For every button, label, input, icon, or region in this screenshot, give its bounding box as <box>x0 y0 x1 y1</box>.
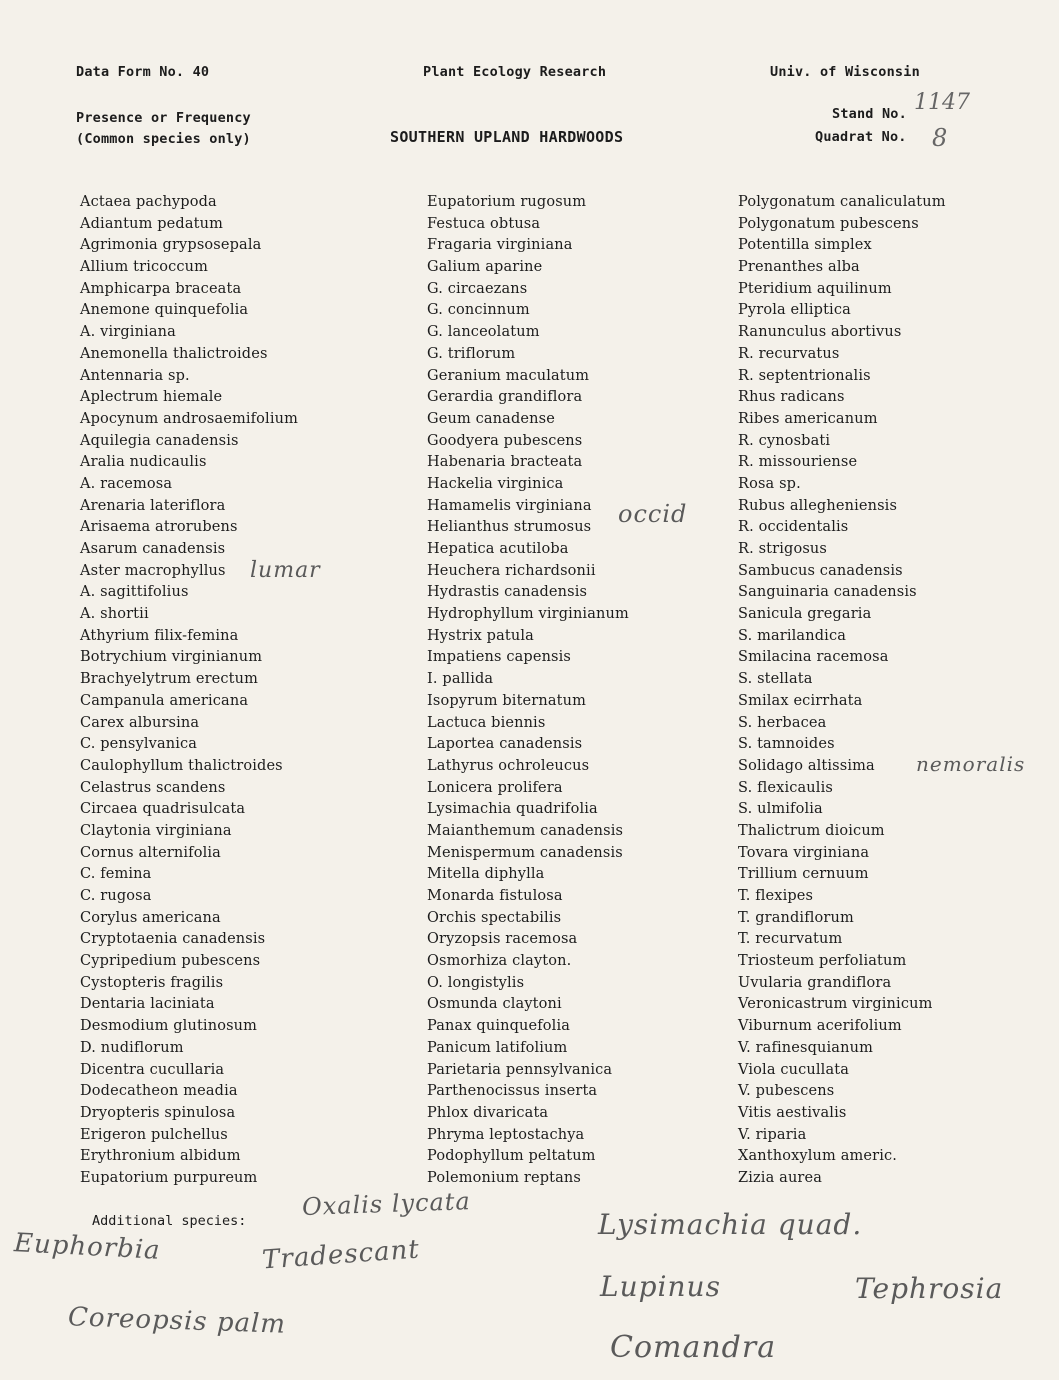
species-item: Hydrastis canadensis <box>427 584 588 601</box>
species-item: Circaea quadrisulcata <box>80 801 246 818</box>
species-item: G. triflorum <box>427 345 516 362</box>
species-item: Smilacina racemosa <box>738 649 889 666</box>
species-item: Lonicera prolifera <box>427 779 563 796</box>
species-item: Dryopteris spinulosa <box>80 1104 236 1121</box>
common-species-label: (Common species only) <box>76 131 251 147</box>
stand-number-value: 1147 <box>914 90 970 115</box>
species-item: Aralia nudicaulis <box>80 454 207 471</box>
species-item: Helianthus strumosus <box>427 519 592 536</box>
handwritten-species: Coreopsis palm <box>67 1302 287 1340</box>
species-item: Heuchera richardsonii <box>427 562 596 579</box>
species-item: Hackelia virginica <box>427 475 564 492</box>
research-label: Plant Ecology Research <box>423 64 607 80</box>
species-item: Laportea canadensis <box>427 736 583 753</box>
species-item: R. cynosbati <box>738 432 831 449</box>
species-item: V. pubescens <box>738 1083 835 1100</box>
species-item: Aquilegia canadensis <box>80 432 239 449</box>
species-item: Prenanthes alba <box>738 259 860 276</box>
species-item: Caulophyllum thalictroides <box>80 757 283 774</box>
aster-margin-note: lumar <box>250 558 321 583</box>
species-item: I. pallida <box>427 671 494 688</box>
species-item: R. septentrionalis <box>738 367 871 384</box>
species-item: Parietaria pennsylvanica <box>427 1061 613 1078</box>
species-item: O. longistylis <box>427 974 525 991</box>
handwritten-species: Comandra <box>610 1330 777 1365</box>
species-item: Celastrus scandens <box>80 779 226 796</box>
species-item: Pteridium aquilinum <box>738 280 892 297</box>
species-item: Fragaria virginiana <box>427 237 573 254</box>
species-item: Lactuca biennis <box>427 714 546 731</box>
species-item: Rosa sp. <box>738 475 801 492</box>
species-item: Dodecatheon meadia <box>80 1083 238 1100</box>
species-item: Sanicula gregaria <box>738 606 872 623</box>
species-item: Goodyera pubescens <box>427 432 583 449</box>
handwritten-species: Oxalis lycata <box>301 1187 472 1221</box>
species-column-3 <box>738 192 946 1190</box>
handwritten-species: Lysimachia quad. <box>598 1208 863 1241</box>
species-item: Isopyrum biternatum <box>427 692 587 709</box>
species-item: Zizia aurea <box>738 1169 823 1186</box>
species-item: R. occidentalis <box>738 519 849 536</box>
species-item: Polygonatum pubescens <box>738 215 919 232</box>
presence-label: Presence or Frequency <box>76 110 251 126</box>
species-item: A. sagittifolius <box>80 584 189 601</box>
species-item: C. femina <box>80 866 152 883</box>
species-item: Desmodium glutinosum <box>80 1018 258 1035</box>
solidago-margin-note: nemoralis <box>916 752 1026 776</box>
species-item: Sanguinaria canadensis <box>738 584 917 601</box>
species-item: Hystrix patula <box>427 627 534 644</box>
stand-number-label: Stand No. <box>832 106 907 122</box>
species-item: Allium tricoccum <box>80 259 209 276</box>
species-item: Anemonella thalictroides <box>80 345 268 362</box>
species-item: Cystopteris fragilis <box>80 974 224 991</box>
additional-species-label: Additional species: <box>92 1213 247 1229</box>
species-item: S. marilandica <box>738 627 847 644</box>
species-column-2 <box>427 192 629 1190</box>
species-item: T. recurvatum <box>738 931 843 948</box>
species-item: Amphicarpa braceata <box>80 280 242 297</box>
species-item: Aplectrum hiemale <box>80 389 223 406</box>
species-item: Viola cucullata <box>738 1061 850 1078</box>
species-item: Actaea pachypoda <box>80 194 217 210</box>
species-item: Pyrola elliptica <box>738 302 851 319</box>
species-item: Aster macrophyllus <box>80 562 226 579</box>
species-item: T. flexipes <box>738 888 814 904</box>
species-item: Phlox divaricata <box>427 1104 549 1121</box>
species-item: V. rafinesquianum <box>738 1039 873 1056</box>
species-item: Arisaema atrorubens <box>80 519 238 536</box>
species-item: Solidago altissima <box>738 757 875 774</box>
species-item: Antennaria sp. <box>80 367 190 384</box>
species-item: D. nudiflorum <box>80 1039 184 1056</box>
species-item: Campanula americana <box>80 692 249 709</box>
species-item: Corylus americana <box>80 909 221 926</box>
species-item: S. herbacea <box>738 714 827 731</box>
species-item: Parthenocissus inserta <box>427 1083 598 1100</box>
species-item: A. virginiana <box>80 324 176 341</box>
species-item: Agrimonia grypsosepala <box>80 237 262 254</box>
university-label: Univ. of Wisconsin <box>770 64 920 80</box>
species-item: Polemonium reptans <box>427 1169 582 1186</box>
species-item: Podophyllum peltatum <box>427 1148 596 1165</box>
species-item: Orchis spectabilis <box>427 909 562 926</box>
species-item: S. tamnoides <box>738 736 835 753</box>
species-item: Polygonatum canaliculatum <box>738 194 946 210</box>
species-item: Athyrium filix-femina <box>80 627 239 644</box>
species-item: Apocynum androsaemifolium <box>80 410 299 427</box>
species-item: Oryzopsis racemosa <box>427 931 578 948</box>
handwritten-species: Euphorbia <box>13 1228 162 1266</box>
species-item: Hamamelis virginiana <box>427 497 592 514</box>
species-item: Rubus allegheniensis <box>738 497 898 514</box>
species-item: C. rugosa <box>80 888 152 904</box>
page-title: SOUTHERN UPLAND HARDWOODS <box>390 128 624 146</box>
species-item: Erigeron pulchellus <box>80 1126 228 1143</box>
species-item: S. ulmifolia <box>738 801 823 818</box>
species-item: Botrychium virginianum <box>80 649 263 666</box>
species-item: Osmunda claytoni <box>427 996 562 1013</box>
species-item: G. lanceolatum <box>427 324 540 341</box>
species-item: Brachyelytrum erectum <box>80 671 259 688</box>
species-item: Gerardia grandiflora <box>427 389 583 406</box>
species-item: Geranium maculatum <box>427 367 590 384</box>
species-item: Mitella diphylla <box>427 866 545 883</box>
species-item: Anemone quinquefolia <box>80 302 249 319</box>
species-item: Osmorhiza clayton. <box>427 953 572 970</box>
species-item: Hydrophyllum virginianum <box>427 606 629 623</box>
species-item: Lathyrus ochroleucus <box>427 757 590 774</box>
species-item: Festuca obtusa <box>427 215 541 232</box>
species-item: Sambucus canadensis <box>738 562 903 579</box>
species-item: Ribes americanum <box>738 410 878 427</box>
species-item: Panax quinquefolia <box>427 1018 571 1035</box>
species-item: Habenaria bracteata <box>427 454 583 471</box>
handwritten-species: Tradescant <box>261 1234 421 1276</box>
species-item: Eupatorium purpureum <box>80 1169 258 1186</box>
species-column-1 <box>80 192 298 1190</box>
species-item: Galium aparine <box>427 259 543 276</box>
species-item: Geum canadense <box>427 410 555 427</box>
handwritten-species: Tephrosia <box>855 1272 1004 1305</box>
species-item: A. racemosa <box>80 475 173 492</box>
species-item: Monarda fistulosa <box>427 888 563 904</box>
species-item: Rhus radicans <box>738 389 845 406</box>
form-number: Data Form No. 40 <box>76 64 210 80</box>
species-item: Erythronium albidum <box>80 1148 241 1165</box>
helianthus-margin-note: occid <box>618 500 688 528</box>
species-item: Panicum latifolium <box>427 1039 568 1056</box>
species-item: C. pensylvanica <box>80 736 198 753</box>
species-item: S. flexicaulis <box>738 779 833 796</box>
species-item: Ranunculus abortivus <box>738 324 902 341</box>
species-item: A. shortii <box>80 606 149 623</box>
species-item: Menispermum canadensis <box>427 844 623 861</box>
species-item: R. missouriense <box>738 454 858 471</box>
species-item: Hepatica acutiloba <box>427 541 569 557</box>
quadrat-number-value: 8 <box>932 124 949 152</box>
species-item: Xanthoxylum americ. <box>738 1148 898 1165</box>
handwritten-species: Lupinus <box>600 1270 721 1303</box>
species-item: Cypripedium pubescens <box>80 953 261 970</box>
species-item: R. strigosus <box>738 541 828 557</box>
quadrat-number-label: Quadrat No. <box>815 129 907 145</box>
species-item: Viburnum acerifolium <box>738 1018 902 1035</box>
species-item: R. recurvatus <box>738 345 840 362</box>
species-item: Dicentra cucullaria <box>80 1061 225 1078</box>
species-item: Lysimachia quadrifolia <box>427 801 598 818</box>
species-item: G. concinnum <box>427 302 530 319</box>
species-item: Arenaria lateriflora <box>80 497 226 514</box>
species-item: G. circaezans <box>427 280 528 297</box>
species-item: Maianthemum canadensis <box>427 822 624 839</box>
species-item: Claytonia virginiana <box>80 822 232 839</box>
species-item: Asarum canadensis <box>80 541 226 557</box>
species-item: Potentilla simplex <box>738 237 872 254</box>
species-item: Carex albursina <box>80 714 200 731</box>
species-item: Cornus alternifolia <box>80 844 221 861</box>
species-item: Cryptotaenia canadensis <box>80 931 266 948</box>
species-item: Eupatorium rugosum <box>427 194 587 210</box>
species-item: Trillium cernuum <box>738 866 869 883</box>
species-item: Dentaria laciniata <box>80 996 215 1013</box>
species-item: Vitis aestivalis <box>738 1104 847 1121</box>
species-item: Uvularia grandiflora <box>738 974 892 991</box>
species-item: Triosteum perfoliatum <box>738 953 907 970</box>
species-item: Impatiens capensis <box>427 649 572 666</box>
species-item: T. grandiflorum <box>738 909 854 926</box>
species-item: Veronicastrum virginicum <box>738 996 933 1013</box>
species-item: Smilax ecirrhata <box>738 692 863 709</box>
species-item: Tovara virginiana <box>738 844 870 861</box>
species-item: Adiantum pedatum <box>80 215 224 232</box>
species-item: Phryma leptostachya <box>427 1126 585 1143</box>
species-item: Thalictrum dioicum <box>738 822 885 839</box>
species-item: V. riparia <box>738 1126 807 1143</box>
species-item: S. stellata <box>738 671 813 688</box>
